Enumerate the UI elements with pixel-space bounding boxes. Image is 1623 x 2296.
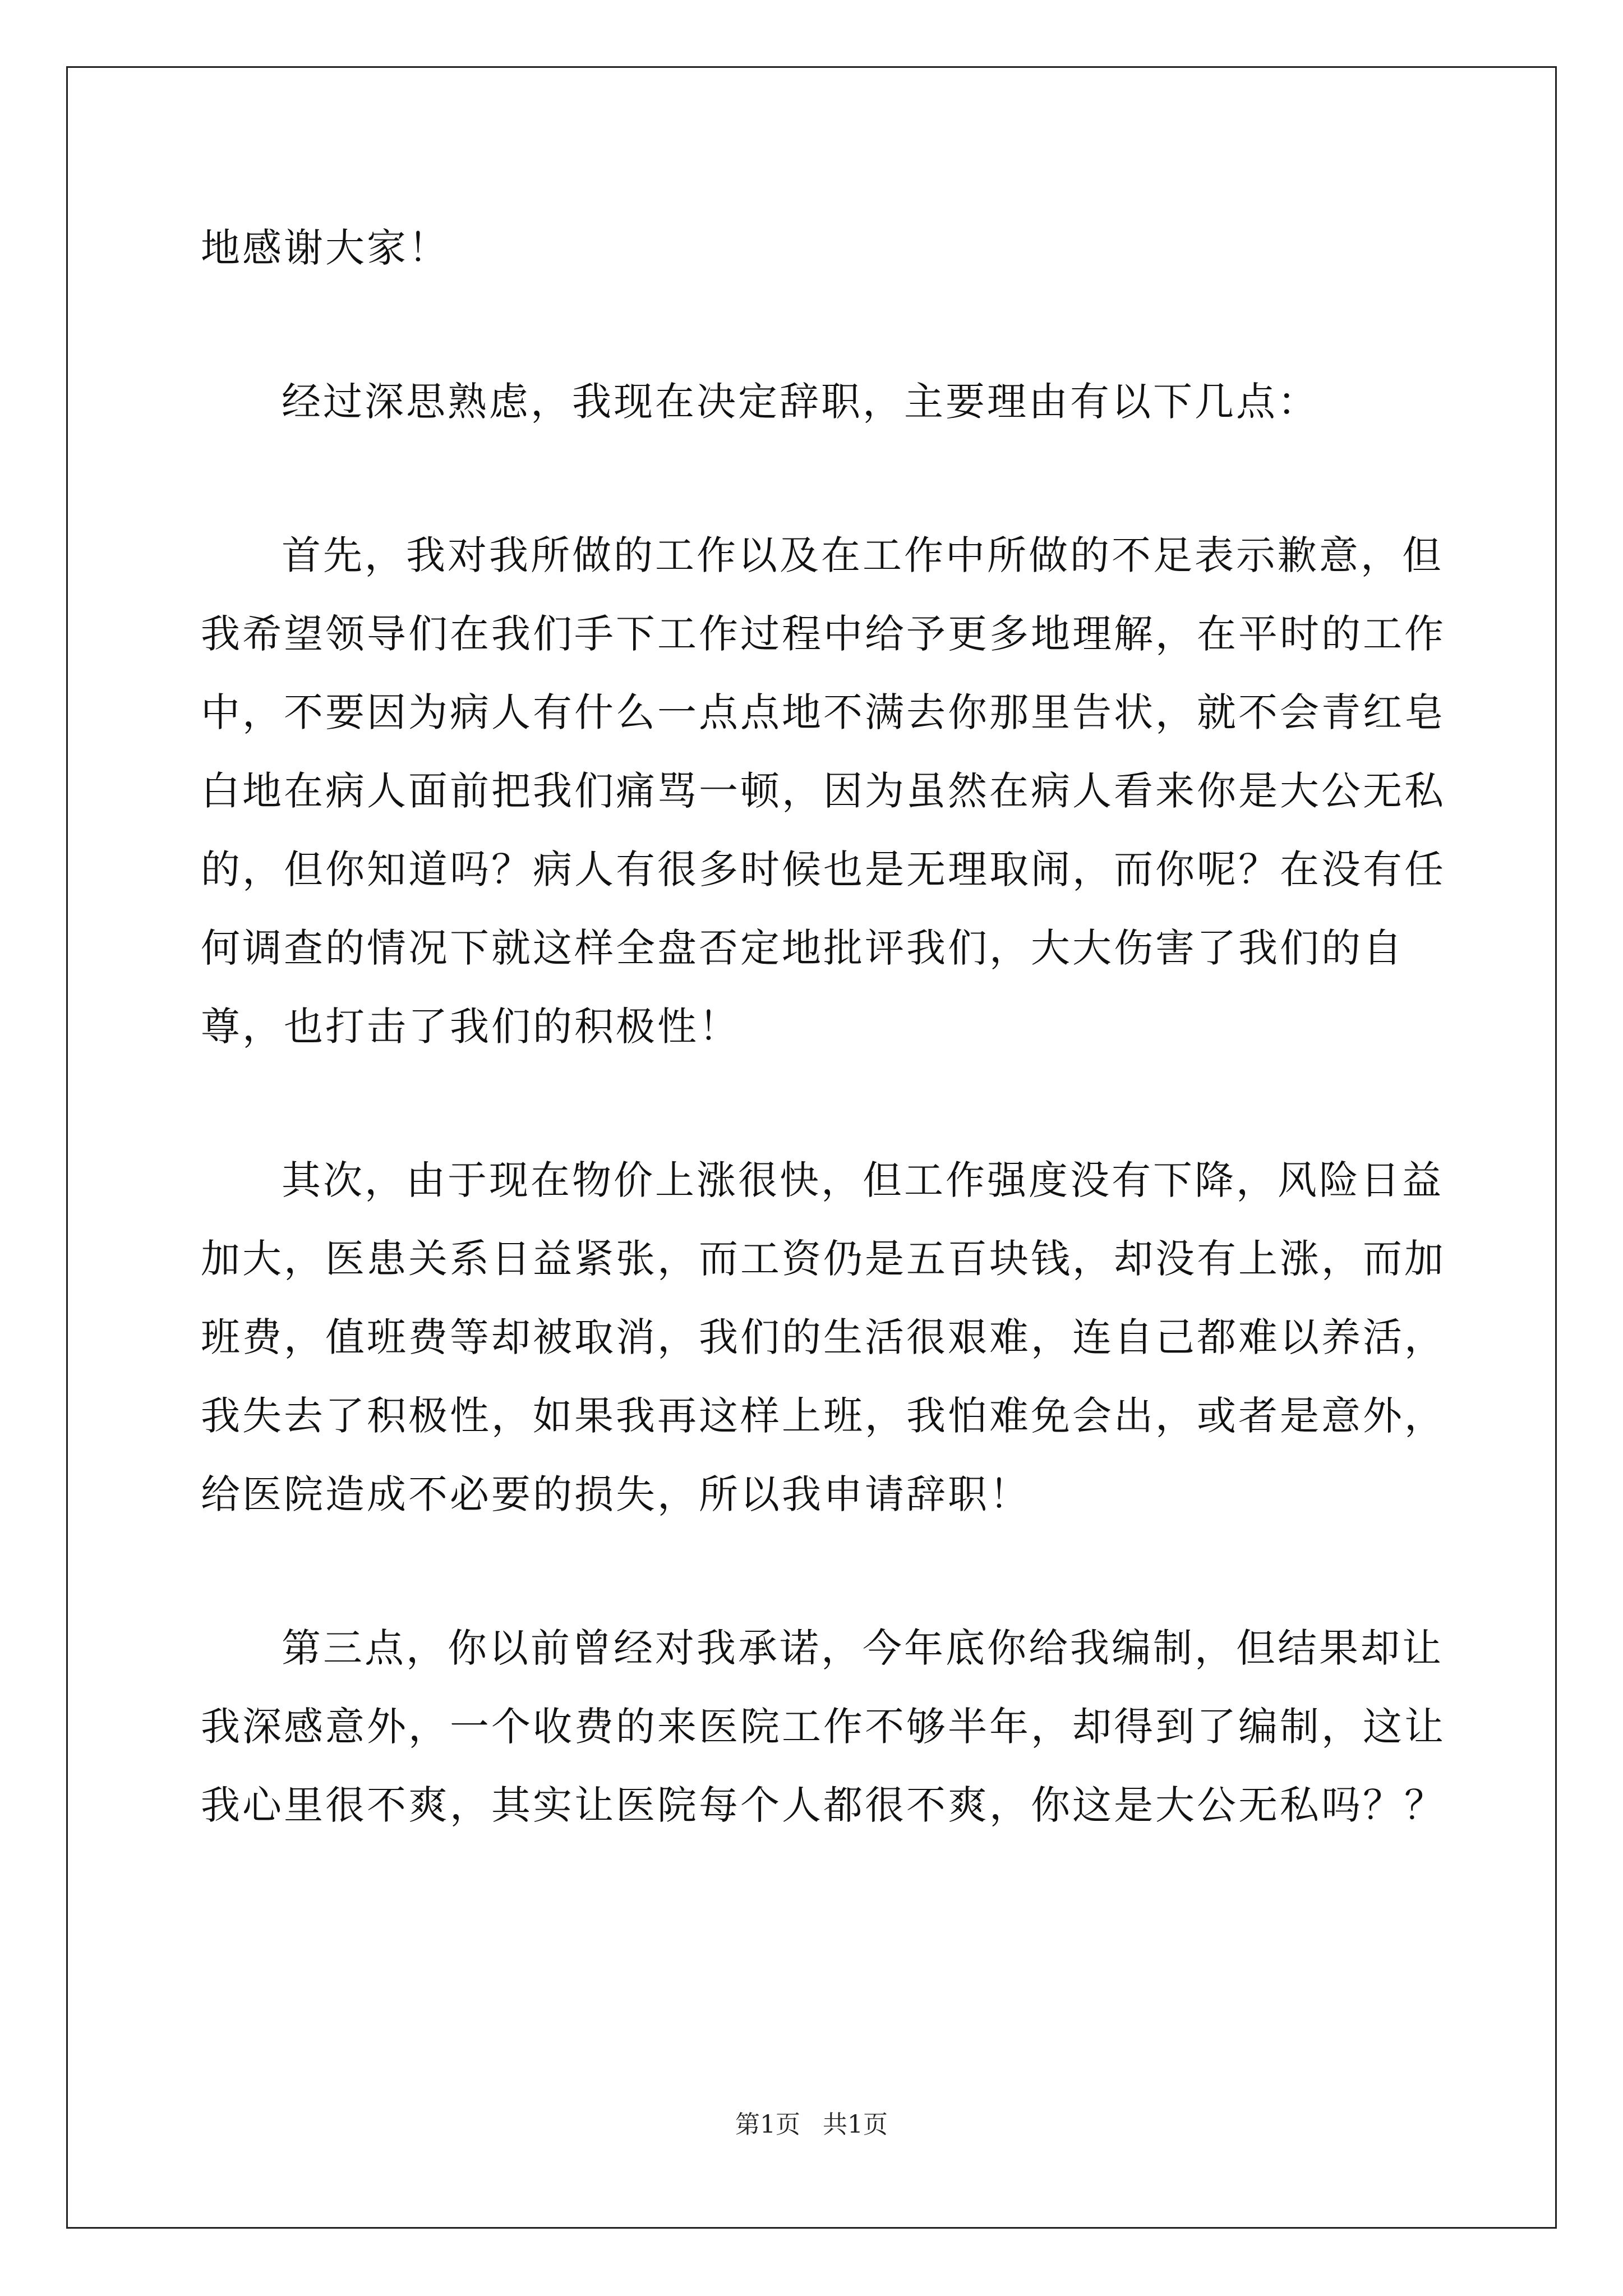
- paragraph: 其次，由于现在物价上涨很快，但工作强度没有下降，风险日益加大，医患关系日益紧张，而工资仍是五百块钱，却没有上涨，而加班费，值班费等却被取消，我们的生活很艰难，连自己都难以养活，我失去了积极性，如果我再这样上班，我怕难免会出，或者是意外，给医院造成不必要的损失，所以我申请辞职！: [201, 1157, 1446, 1517]
- paragraph: 经过深思熟虑，我现在决定辞职，主要理由有以下几点：: [282, 379, 1319, 425]
- paragraph: 首先，我对我所做的工作以及在工作中所做的不足表示歉意，但我希望领导们在我们手下工作过程中给予更多地理解，在平时的工作中，不要因为病人有什么一点点地不满去你那里告状，就不会青红皂白地在病人面前把我们痛骂一顿，因为虽然在病人看来你是大公无私的，但你知道吗？病人有很多时候也是无理取闹，而你呢？在没有任何调查的情况下就这样全盘否定地批评我们，大大伤害了我们的自尊，也打击了我们的积极性！: [201, 532, 1446, 1050]
- page-total: 共1页: [823, 2110, 888, 2139]
- page-footer: [0, 2108, 1623, 2142]
- paragraph: 第三点，你以前曾经对我承诺，今年底你给我编制，但结果却让我深感意外，一个收费的来医院工作不够半年，却得到了编制，这让我心里很不爽，其实让医院每个人都很不爽，你这是大公无私吗？？: [201, 1625, 1446, 1828]
- paragraph: 地感谢大家！: [201, 225, 450, 271]
- page-number: 第1页: [735, 2110, 800, 2139]
- document-body: [201, 209, 1457, 1844]
